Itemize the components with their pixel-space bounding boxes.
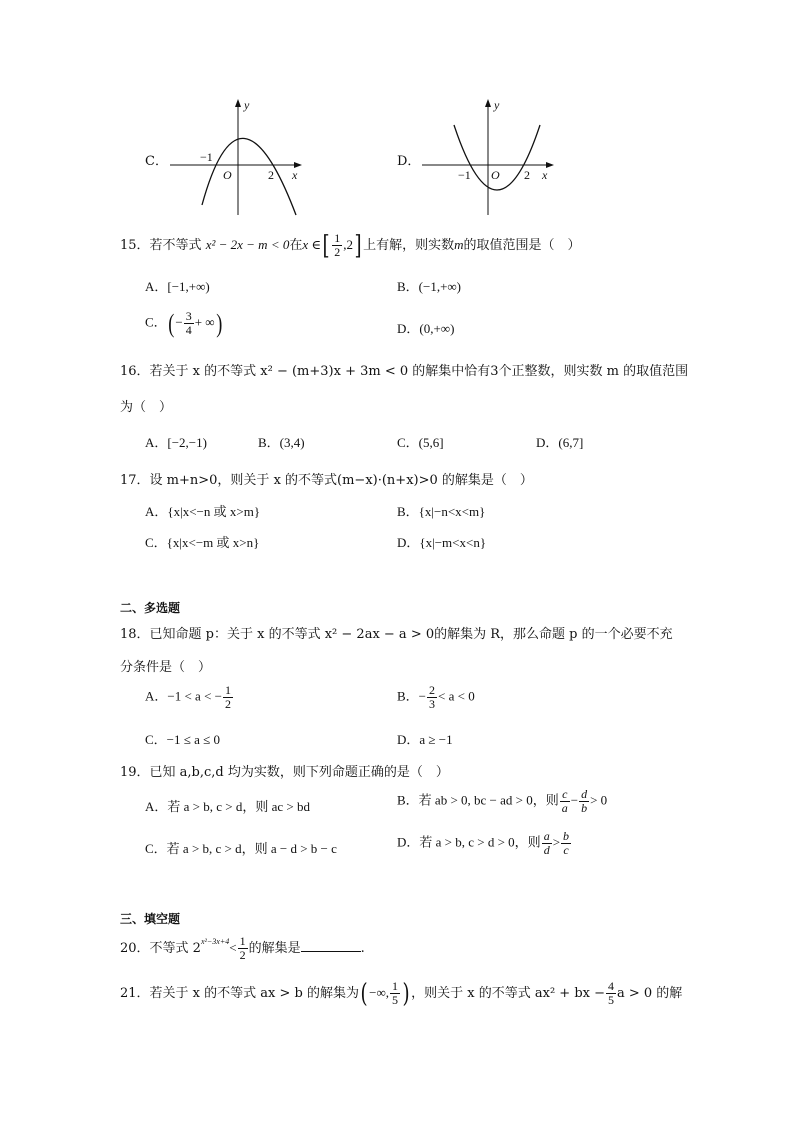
q19-stem: 19．已知 a,b,c,d 均为实数，则下列命题正确的是（ ）	[120, 765, 449, 780]
q15-c-fraction: $\frac{3}{4}$	[185, 309, 192, 337]
graph-c-x-label: x	[292, 168, 298, 182]
q16-option-a[interactable]: A．[−2,−1)	[145, 435, 207, 450]
graph-c-tick-2: 2	[268, 168, 274, 182]
q15-c-rest: + ∞	[194, 314, 215, 330]
q20-text: 20．不等式 2	[120, 941, 201, 956]
graph-d-tick-2: 2	[524, 168, 530, 182]
q18-b-text: B．−	[397, 688, 427, 704]
graph-c-y-label: y	[244, 98, 250, 112]
q21-paren-close: )	[402, 978, 410, 1009]
q19-option-a[interactable]: A．若 a > b, c > d，则 ac > bd	[145, 799, 310, 814]
graph-c-origin: O	[223, 168, 232, 182]
q15-text2: 在	[289, 238, 303, 253]
q21-fraction: $\frac{4}{5}$	[608, 979, 614, 1007]
q18-a-fraction: $\frac{1}{2}$	[225, 683, 231, 711]
q20-stem	[120, 935, 365, 962]
q15-c-paren-close: )	[215, 308, 222, 338]
q18-option-d[interactable]: D．a ≥ −1	[397, 732, 453, 747]
q21-text2: ，则关于 x 的不等式 ax² + bx −	[411, 986, 605, 1001]
q20-text2: 的解集是	[248, 941, 301, 956]
q16-stem-line1: 16．若关于 x 的不等式 x² − (m+3)x + 3m < 0 的解集中恰有3个正整数，则实数 m 的取值范围	[120, 364, 689, 379]
q20-lt: <	[229, 940, 237, 955]
q19-option-b[interactable]	[397, 788, 607, 815]
q15-text4: 的取值范围是（ ）	[463, 238, 581, 253]
q18-b-fraction: $\frac{2}{3}$	[429, 683, 436, 711]
q17-stem: 17．设 m+n>0，则关于 x 的不等式(m−x)·(n+x)>0 的解集是（ ）	[120, 473, 533, 488]
q19-b-fraction2: $\frac{d}{b}$	[581, 787, 588, 815]
q21-interval-fraction: $\frac{1}{5}$	[391, 979, 398, 1007]
q20-exponent: x²−3x+4	[200, 936, 230, 946]
q21-text: 21．若关于 x 的不等式 ax > b 的解集为	[120, 986, 359, 1001]
q18-stem-line1: 18．已知命题 p：关于 x 的不等式 x² − 2ax − a > 0的解集为 R，那么命题 p 的一个必要不充	[120, 627, 673, 642]
q18-option-a[interactable]	[145, 684, 234, 711]
q18-a-text: A．−1 < a < −	[145, 688, 222, 704]
q18-stem-line2: 分条件是（ ）	[120, 660, 212, 675]
q19-b-post: > 0	[590, 792, 608, 808]
graph-d-origin: O	[491, 168, 500, 182]
q15-c-paren-open: (	[167, 308, 175, 338]
q19-b-minus: −	[570, 792, 579, 808]
q15-text3: 上有解，则实数	[363, 238, 455, 253]
q17-option-c[interactable]: C．{x|x<−m 或 x>n}	[145, 535, 260, 550]
graph-d-x-label: x	[542, 168, 548, 182]
q15-stem	[120, 232, 581, 259]
q15-option-d[interactable]: D．(0,+∞)	[397, 321, 455, 336]
section-heading-fill-in: 三、填空题	[120, 912, 181, 926]
q17-option-b[interactable]: B．{x|−n<x<m}	[397, 504, 486, 519]
q21-paren-open: (	[360, 978, 368, 1009]
q19-b-fraction1: $\frac{c}{a}$	[561, 787, 568, 815]
q21-stem	[120, 980, 682, 1007]
q15-var-m: m	[454, 237, 464, 252]
q16-stem-line2: 为（ ）	[120, 400, 173, 415]
q15-option-a[interactable]: A．[−1,+∞)	[145, 279, 210, 294]
graph-c-parabola	[202, 138, 296, 215]
q15-number: 15．	[120, 238, 150, 253]
q18-b-post: < a < 0	[438, 688, 475, 704]
q16-option-b[interactable]: B．(3,4)	[258, 435, 305, 450]
q15-bracket-open: [	[322, 230, 330, 261]
q15-inequality: x² − 2x − m < 0	[205, 237, 290, 252]
q20-end: .	[360, 941, 365, 956]
q15-upper: ,2	[343, 237, 353, 252]
q21-interval: −∞,	[369, 985, 389, 1000]
q16-option-d[interactable]: D．(6,7]	[536, 435, 584, 450]
option-d-label: D．	[397, 154, 421, 169]
graph-c	[168, 95, 308, 220]
graph-d-y-label: y	[494, 98, 500, 112]
q15-option-b[interactable]: B．(−1,+∞)	[397, 279, 462, 294]
q15-option-c-label: C．	[145, 314, 167, 330]
q15-fraction: $\frac{1}{2}$	[334, 231, 341, 259]
graph-d	[420, 95, 560, 220]
q19-d-fraction2: $\frac{b}{c}$	[563, 829, 570, 857]
q20-fraction: $\frac{1}{2}$	[239, 934, 246, 962]
q15-text: 若不等式	[149, 238, 202, 253]
q21-text3: a > 0 的解	[617, 986, 683, 1001]
q17-option-a[interactable]: A．{x|x<−n 或 x>m}	[145, 504, 261, 519]
q17-option-d[interactable]: D．{x|−m<x<n}	[397, 535, 487, 550]
q19-b-text: B．若 ab > 0, bc − ad > 0，则	[397, 792, 559, 808]
q19-d-fraction1: $\frac{a}{d}$	[543, 829, 550, 857]
q18-option-c[interactable]: C．−1 ≤ a ≤ 0	[145, 732, 221, 747]
q16-option-c[interactable]: C．(5,6]	[397, 435, 444, 450]
q18-option-b[interactable]	[397, 684, 475, 711]
section-heading-multiple-choice: 二、多选题	[120, 601, 181, 615]
graph-c-tick-neg1: −1	[200, 150, 213, 164]
q15-bracket-close: ]	[354, 230, 362, 261]
graph-c-y-arrow	[235, 99, 241, 107]
q15-option-c[interactable]: C．(− $\frac{3}{4}$ + ∞)	[145, 308, 222, 338]
graph-d-tick-neg1: −1	[458, 168, 471, 182]
q19-d-gt: >	[552, 834, 561, 850]
q20-answer-blank[interactable]	[301, 939, 361, 952]
q19-d-text: D．若 a > b, c > d > 0，则	[397, 834, 541, 850]
q19-option-d[interactable]	[397, 830, 572, 857]
graph-d-y-arrow	[485, 99, 491, 107]
q19-option-c[interactable]: C．若 a > b, c > d，则 a − d > b − c	[145, 841, 337, 856]
option-c-label: C．	[145, 154, 168, 169]
q15-domain: x ∈	[302, 237, 322, 252]
